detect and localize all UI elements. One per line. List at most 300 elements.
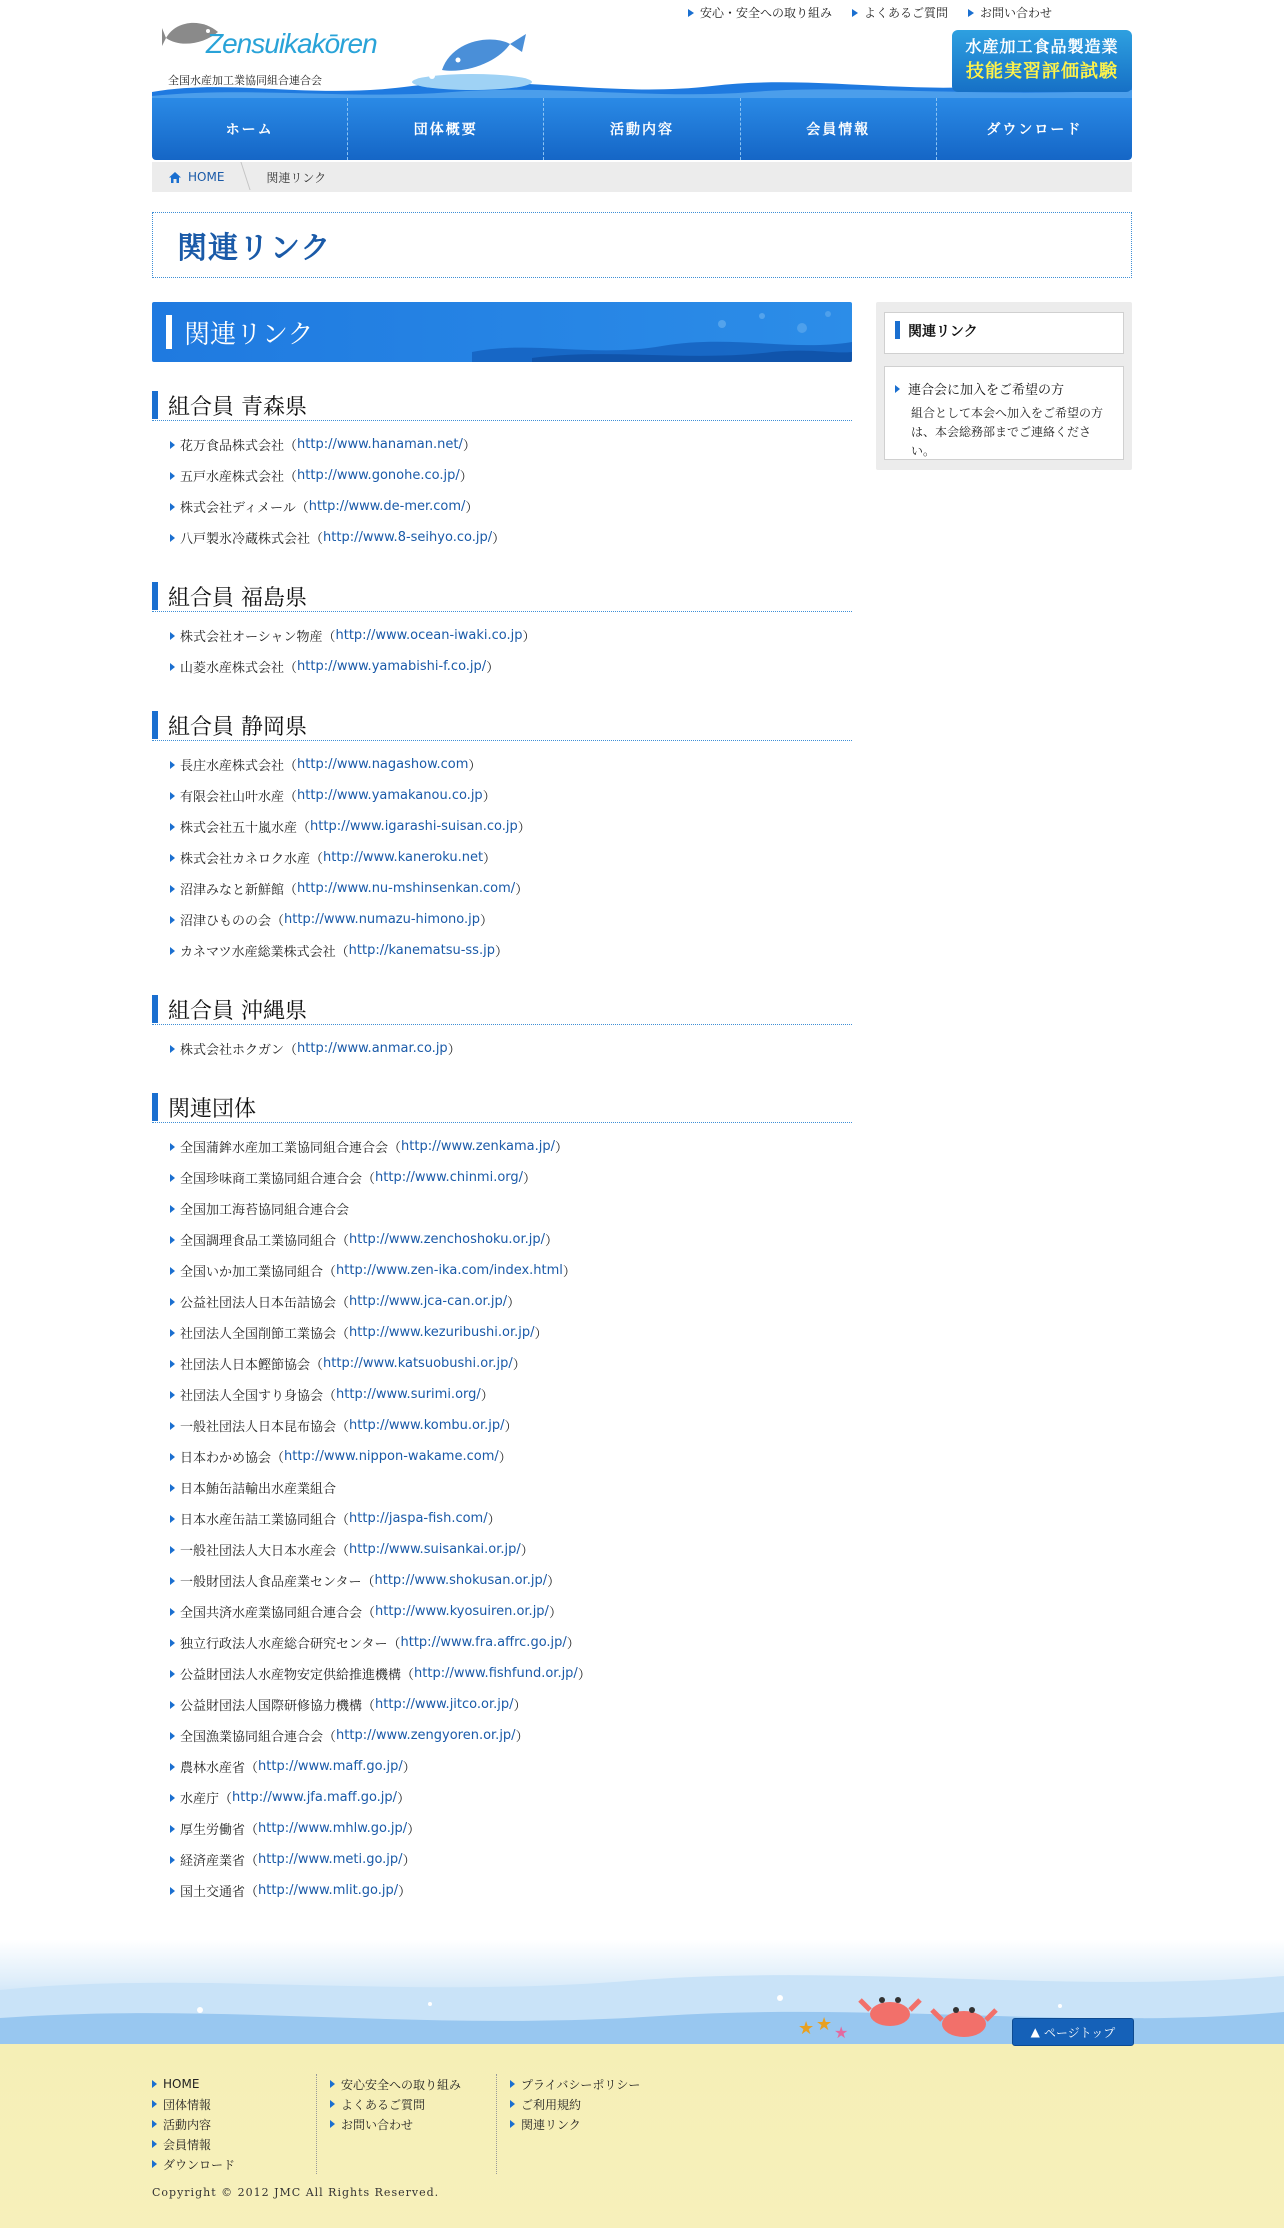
organization-link[interactable]: http://www.chinmi.org/ [375, 1170, 524, 1185]
organization-name: 沼津ひものの会 [180, 914, 272, 929]
arrow-icon [170, 1484, 175, 1492]
section-accent-bar [152, 582, 158, 610]
footer-link-label: ご利用規約 [521, 2097, 582, 2112]
link-list-item [152, 904, 852, 935]
arrow-icon [170, 1794, 175, 1802]
paren-open: （ [362, 1606, 376, 1621]
paren-open: （ [284, 790, 298, 805]
arrow-icon [510, 2120, 515, 2128]
paren-open: （ [323, 1389, 337, 1404]
organization-link[interactable]: http://www.mlit.go.jp/ [258, 1883, 399, 1898]
paren-close: ） [534, 1327, 548, 1342]
link-list-item [152, 1534, 852, 1565]
organization-link[interactable]: http://www.de-mer.com/ [308, 499, 466, 514]
section-heading [152, 390, 852, 421]
arrow-icon [170, 1267, 175, 1275]
logo-wordmark: Zensuikakōren [206, 28, 377, 59]
organization-name: 沼津みなと新鮮館 [180, 883, 285, 898]
organization-link[interactable]: http://www.zen-ika.com/index.html [336, 1263, 563, 1278]
organization-link[interactable]: http://kanematsu-ss.jp [348, 943, 495, 958]
sidebar-join-link[interactable] [895, 379, 1113, 398]
organization-name: 全国いか加工業協同組合 [180, 1265, 324, 1280]
organization-link[interactable]: http://www.gonohe.co.jp/ [297, 468, 460, 483]
arrow-icon [330, 2100, 335, 2108]
paren-open: （ [295, 501, 309, 516]
organization-name: 全国加工海苔協同組合連合会 [180, 1203, 350, 1218]
footer-link-about[interactable] [152, 2094, 235, 2114]
link-list-item [152, 1348, 852, 1379]
paren-close: ） [462, 439, 476, 454]
link-list-item [152, 1193, 852, 1224]
organization-name: 一般財団法人食品産業センター [180, 1575, 362, 1590]
organization-link[interactable]: http://www.zengyoren.or.jp/ [336, 1728, 516, 1743]
link-list-item [152, 1131, 852, 1162]
paren-open: （ [245, 1761, 259, 1776]
arrow-icon [510, 2080, 515, 2088]
section-accent-bar [152, 1093, 158, 1121]
arrow-icon [170, 1856, 175, 1864]
link-section [152, 390, 852, 553]
link-list-item [152, 1720, 852, 1751]
top-link-faq[interactable] [852, 4, 948, 21]
arrow-icon [170, 1360, 175, 1368]
paren-open: （ [362, 1172, 376, 1187]
top-link-contact[interactable] [968, 4, 1052, 21]
main-heading-banner [152, 302, 852, 362]
arrow-icon [688, 9, 694, 17]
organization-name: 全国蒲鉾水産加工業協同組合連合会 [180, 1141, 389, 1156]
footer-link-label: 活動内容 [163, 2117, 212, 2132]
organization-link[interactable]: http://www.surimi.org/ [336, 1387, 481, 1402]
paren-close: ） [523, 1172, 537, 1187]
paren-open: （ [335, 945, 349, 960]
paren-close: ） [517, 821, 531, 836]
section-heading [152, 1092, 852, 1123]
arrow-icon [170, 1236, 175, 1244]
link-list-item [152, 1596, 852, 1627]
organization-link[interactable]: http://www.hanaman.net/ [297, 437, 463, 452]
paren-open: （ [336, 1296, 350, 1311]
starfish-icon: ★ [816, 2014, 833, 2035]
paren-open: （ [401, 1668, 415, 1683]
footer-link-label: お問い合わせ [341, 2117, 414, 2132]
organization-link[interactable]: http://www.fishfund.or.jp/ [414, 1666, 578, 1681]
organization-name: 有限会社山叶水産 [180, 790, 285, 805]
organization-name: 全国共済水産業協同組合連合会 [180, 1606, 363, 1621]
footer-link-privacy[interactable] [510, 2074, 640, 2094]
paren-open: （ [245, 1885, 259, 1900]
arrow-icon [152, 2120, 157, 2128]
link-list-item [152, 842, 852, 873]
footer-link-home[interactable] [152, 2074, 235, 2094]
paren-close: ） [498, 1451, 512, 1466]
arrow-icon [170, 1825, 175, 1833]
arrow-icon [170, 1453, 175, 1461]
organization-name: 花万食品株式会社 [180, 439, 285, 454]
home-icon [168, 171, 182, 184]
paren-open: （ [219, 1792, 233, 1807]
starfish-icon: ★ [798, 2018, 815, 2039]
link-list-item [152, 1689, 852, 1720]
organization-link[interactable]: http://www.nagashow.com [297, 757, 469, 772]
paren-open: （ [387, 1637, 401, 1652]
organization-name: 水産庁 [180, 1792, 220, 1807]
organization-link[interactable]: http://www.numazu-himono.jp [284, 912, 480, 927]
arrow-icon [330, 2080, 335, 2088]
organization-link[interactable]: http://www.nippon-wakame.com/ [284, 1449, 499, 1464]
up-arrow-icon: ▲ [1030, 2025, 1040, 2039]
heading-wave-decoration [472, 302, 852, 362]
link-list-item [152, 935, 852, 966]
organization-name: 社団法人日本鰹節協会 [180, 1358, 311, 1373]
paren-close: ） [480, 1389, 494, 1404]
footer-link-faq[interactable] [330, 2094, 461, 2114]
exam-banner[interactable] [952, 30, 1132, 92]
arrow-icon [152, 2160, 157, 2168]
arrow-icon [170, 1329, 175, 1337]
footer-link-label: 団体情報 [163, 2097, 212, 2112]
organization-name: 株式会社オーシャン物産 [180, 630, 323, 645]
arrow-icon [170, 503, 175, 511]
link-list-item [152, 1565, 852, 1596]
link-list-item [152, 429, 852, 460]
link-list-item [152, 749, 852, 780]
nav-activities[interactable]: 活動内容 [544, 98, 740, 160]
arrow-icon [170, 1546, 175, 1554]
arrow-icon [152, 2140, 157, 2148]
organization-link[interactable]: http://www.mhlw.go.jp/ [258, 1821, 408, 1836]
organization-link[interactable]: http://www.anmar.co.jp [297, 1041, 448, 1056]
organization-link[interactable]: http://www.meti.go.jp/ [258, 1852, 403, 1867]
arrow-icon [170, 1887, 175, 1895]
organization-link[interactable]: http://www.8-seihyo.co.jp/ [323, 530, 493, 545]
organization-name: 八戸製氷冷蔵株式会社 [180, 532, 311, 547]
link-section [152, 710, 852, 966]
footer-divider [316, 2074, 317, 2174]
paren-close: ） [487, 1513, 501, 1528]
paren-open: （ [388, 1141, 402, 1156]
paren-open: （ [323, 1265, 337, 1280]
paren-close: ） [483, 852, 497, 867]
paren-close: ） [512, 1358, 526, 1373]
organization-name: 厚生労働省 [180, 1823, 246, 1838]
link-list-item [152, 460, 852, 491]
link-list-item [152, 1410, 852, 1441]
arrow-icon [170, 761, 175, 769]
link-list-item [152, 1844, 852, 1875]
paren-close: ） [545, 1234, 559, 1249]
link-list-item [152, 1317, 852, 1348]
footer-divider [496, 2074, 497, 2174]
breadcrumb-home-label: HOME [188, 170, 225, 184]
heading-accent-bar [166, 315, 172, 349]
paren-close: ） [515, 1730, 529, 1745]
footer-link-label: 関連リンク [521, 2117, 581, 2132]
paren-open: （ [323, 1730, 337, 1745]
nav-members[interactable]: 会員情報 [741, 98, 937, 160]
organization-name: 公益財団法人水産物安定供給推進機構 [180, 1668, 402, 1683]
paren-close: ） [548, 1606, 562, 1621]
organization-link[interactable]: http://www.jca-can.or.jp/ [349, 1294, 508, 1309]
paren-open: （ [336, 1420, 350, 1435]
organization-name: 株式会社カネロク水産 [180, 852, 311, 867]
organization-link[interactable]: http://www.fra.affrc.go.jp/ [400, 1635, 567, 1650]
site-header [152, 0, 1132, 98]
paren-close: ） [479, 914, 493, 929]
paren-close: ） [492, 532, 506, 547]
organization-link[interactable]: http://www.nu-mshinsenkan.com/ [297, 881, 516, 896]
section-heading [152, 994, 852, 1025]
organization-link[interactable]: http://www.zenchoshoku.or.jp/ [349, 1232, 546, 1247]
organization-name: 農林水産省 [180, 1761, 246, 1776]
paren-close: ） [547, 1575, 561, 1590]
organization-name: 全国漁業協同組合連合会 [180, 1730, 324, 1745]
arrow-icon [170, 1701, 175, 1709]
sidebar-join-text: 組合として本会へ加入をご希望の方は、本会総務部までご連絡ください。 [911, 406, 1104, 458]
section-accent-bar [152, 711, 158, 739]
section-heading [152, 710, 852, 741]
link-section [152, 1092, 852, 1906]
organization-name: カネマツ水産総業株式会社 [180, 945, 336, 960]
organization-link[interactable]: http://www.igarashi-suisan.co.jp [310, 819, 518, 834]
footer-link-safety[interactable] [330, 2074, 461, 2094]
sidebar-join-info [884, 366, 1124, 460]
footer-link-activities[interactable] [152, 2114, 235, 2134]
nav-home[interactable]: ホーム [152, 98, 348, 160]
paren-close: ） [555, 1141, 569, 1156]
organization-name: 株式会社ホクガン [180, 1043, 285, 1058]
paren-open: （ [336, 1327, 350, 1342]
banner-line1: 水産加工食品製造業 [965, 37, 1119, 56]
organization-link[interactable]: http://www.maff.go.jp/ [258, 1759, 403, 1774]
paren-open: （ [336, 1234, 350, 1249]
paren-close: ） [482, 790, 496, 805]
paren-open: （ [284, 883, 298, 898]
section-title: 組合員 静岡県 [168, 714, 307, 740]
logo-subtitle: 全国水産加工業協同組合連合会 [168, 74, 322, 87]
arrow-icon [170, 916, 175, 924]
paren-open: （ [271, 1451, 285, 1466]
sidebar-join-title: 連合会に加入をご希望の方 [908, 383, 1065, 398]
arrow-icon [170, 1143, 175, 1151]
arrow-icon [170, 885, 175, 893]
organization-link[interactable]: http://www.yamabishi-f.co.jp/ [297, 659, 487, 674]
link-section [152, 994, 852, 1064]
section-accent-bar [152, 391, 158, 419]
global-nav [152, 98, 1132, 160]
organization-name: 社団法人全国すり身協会 [180, 1389, 324, 1404]
footer-link-download[interactable] [152, 2154, 235, 2174]
paren-close: ） [515, 883, 529, 898]
paren-open: （ [336, 1513, 350, 1528]
section-accent-bar [152, 995, 158, 1023]
footer-links-col2 [330, 2074, 461, 2134]
arrow-icon [170, 823, 175, 831]
paren-close: ） [465, 501, 479, 516]
sidebar [876, 302, 1132, 470]
link-sections [152, 390, 852, 1906]
link-list-item [152, 1033, 852, 1064]
link-list-item [152, 1255, 852, 1286]
arrow-icon [330, 2120, 335, 2128]
link-list [152, 749, 852, 966]
link-list-item [152, 1658, 852, 1689]
paren-open: （ [297, 821, 311, 836]
nav-about[interactable]: 団体概要 [348, 98, 544, 160]
arrow-icon [170, 1298, 175, 1306]
footer-link-label: よくあるご質問 [341, 2097, 426, 2112]
main-heading: 関連リンク [184, 319, 314, 350]
link-list-item [152, 522, 852, 553]
organization-link[interactable]: http://jaspa-fish.com/ [349, 1511, 488, 1526]
organization-link[interactable]: http://www.kaneroku.net [323, 850, 484, 865]
footer-link-members[interactable] [152, 2134, 235, 2154]
link-list-item [152, 1224, 852, 1255]
site-logo[interactable] [162, 8, 377, 88]
organization-name: 全国調理食品工業協同組合 [180, 1234, 337, 1249]
arrow-icon [152, 2080, 157, 2088]
paren-open: （ [245, 1823, 259, 1838]
top-link-label: お問い合わせ [979, 6, 1052, 20]
footer-link-label: ダウンロード [163, 2157, 236, 2172]
link-list [152, 1131, 852, 1906]
section-title: 組合員 青森県 [168, 394, 307, 420]
paren-open: （ [362, 1699, 376, 1714]
link-list [152, 620, 852, 682]
paren-open: （ [310, 1358, 324, 1373]
organization-name: 公益社団法人日本缶詰協会 [180, 1296, 337, 1311]
organization-link[interactable]: http://www.jfa.maff.go.jp/ [232, 1790, 398, 1805]
paren-close: ） [402, 1761, 416, 1776]
paren-close: ） [562, 1265, 576, 1280]
link-list-item [152, 1751, 852, 1782]
footer-link-label: 安心安全への取り組み [341, 2077, 462, 2092]
organization-name: 全国珍味商工業協同組合連合会 [180, 1172, 363, 1187]
arrow-icon [170, 1608, 175, 1616]
link-list [152, 1033, 852, 1064]
organization-link[interactable]: http://www.kombu.or.jp/ [349, 1418, 505, 1433]
paren-close: ） [468, 759, 482, 774]
paren-close: ） [447, 1043, 461, 1058]
nav-download[interactable]: ダウンロード [986, 122, 1083, 138]
footer-link-related[interactable] [510, 2114, 640, 2134]
arrow-icon [170, 1391, 175, 1399]
main-content [152, 302, 852, 1906]
starfish-icon: ★ [834, 2023, 849, 2042]
arrow-icon [170, 792, 175, 800]
section-title: 組合員 沖縄県 [168, 998, 307, 1024]
arrow-icon [170, 472, 175, 480]
paren-open: （ [271, 914, 285, 929]
footer-links-col1 [152, 2074, 235, 2174]
arrow-icon [170, 1174, 175, 1182]
footer-links-col3 [510, 2074, 640, 2134]
arrow-icon [170, 1045, 175, 1053]
organization-link[interactable]: http://www.yamakanou.co.jp [297, 788, 483, 803]
arrow-icon [170, 1205, 175, 1213]
organization-link[interactable]: http://www.ocean-iwaki.co.jp [335, 628, 523, 643]
organization-name: 五戸水産株式会社 [180, 470, 285, 485]
paren-open: （ [284, 1043, 298, 1058]
link-list-item [152, 1813, 852, 1844]
link-list-item [152, 1472, 852, 1503]
organization-link[interactable]: http://www.kezuribushi.or.jp/ [349, 1325, 535, 1340]
link-list-item [152, 780, 852, 811]
section-heading [152, 581, 852, 612]
arrow-icon [170, 1422, 175, 1430]
link-list-item [152, 1875, 852, 1906]
organization-name: 経済産業省 [180, 1854, 246, 1869]
banner-line2: 技能実習評価試験 [966, 61, 1118, 82]
organization-name: 日本鮪缶詰輸出水産業組合 [180, 1482, 337, 1497]
arrow-icon [170, 632, 175, 640]
organization-link[interactable]: http://www.suisankai.or.jp/ [349, 1542, 521, 1557]
sidebar-current-page[interactable] [884, 312, 1124, 354]
arrow-icon [170, 534, 175, 542]
sidebar-accent-bar [895, 321, 900, 339]
footer-link-label: 会員情報 [163, 2137, 212, 2152]
organization-link[interactable]: http://www.zenkama.jp/ [401, 1139, 556, 1154]
organization-name: 日本水産缶詰工業協同組合 [180, 1513, 337, 1528]
paren-open: （ [284, 661, 298, 676]
paren-close: ） [407, 1823, 421, 1838]
arrow-icon [170, 663, 175, 671]
footer-link-terms[interactable] [510, 2094, 640, 2114]
organization-link[interactable]: http://www.katsuobushi.or.jp/ [323, 1356, 513, 1371]
organization-name: 公益財団法人国際研修協力機構 [180, 1699, 363, 1714]
footer-link-label: HOME [163, 2077, 200, 2091]
paren-close: ） [486, 661, 500, 676]
arrow-icon [852, 9, 858, 17]
link-list-item [152, 651, 852, 682]
organization-link[interactable]: http://www.kyosuiren.or.jp/ [375, 1604, 549, 1619]
organization-name: 株式会社五十嵐水産 [180, 821, 298, 836]
footer-link-contact[interactable] [330, 2114, 461, 2134]
paren-open: （ [310, 532, 324, 547]
breadcrumb-home[interactable] [152, 170, 246, 184]
section-title: 関連団体 [168, 1096, 257, 1122]
organization-name: 長庄水産株式会社 [180, 759, 285, 774]
link-list-item [152, 1627, 852, 1658]
arrow-icon [152, 2100, 157, 2108]
link-list-item [152, 1503, 852, 1534]
organization-name: 日本わかめ協会 [180, 1451, 272, 1466]
footer-link-label: プライバシーポリシー [521, 2077, 641, 2092]
organization-name: 国土交通省 [180, 1885, 246, 1900]
link-list-item [152, 1286, 852, 1317]
organization-link[interactable]: http://www.jitco.or.jp/ [375, 1697, 514, 1712]
arrow-icon [170, 1577, 175, 1585]
link-list-item [152, 811, 852, 842]
link-list-item [152, 620, 852, 651]
arrow-icon [170, 1763, 175, 1771]
sidebar-current-title: 関連リンク [908, 324, 978, 340]
paren-close: ） [402, 1854, 416, 1869]
organization-name: 独立行政法人水産総合研究センター [180, 1637, 388, 1652]
arrow-icon [170, 1515, 175, 1523]
organization-link[interactable]: http://www.shokusan.or.jp/ [374, 1573, 548, 1588]
paren-open: （ [245, 1854, 259, 1869]
paren-close: ） [566, 1637, 580, 1652]
page-top-button[interactable] [1012, 2018, 1134, 2046]
top-link-safety[interactable] [688, 4, 832, 21]
paren-open: （ [361, 1575, 375, 1590]
organization-name: 株式会社ディメール [180, 501, 296, 516]
paren-close: ） [577, 1668, 591, 1683]
paren-close: ） [520, 1544, 534, 1559]
link-list-item [152, 1782, 852, 1813]
link-list-item [152, 1441, 852, 1472]
